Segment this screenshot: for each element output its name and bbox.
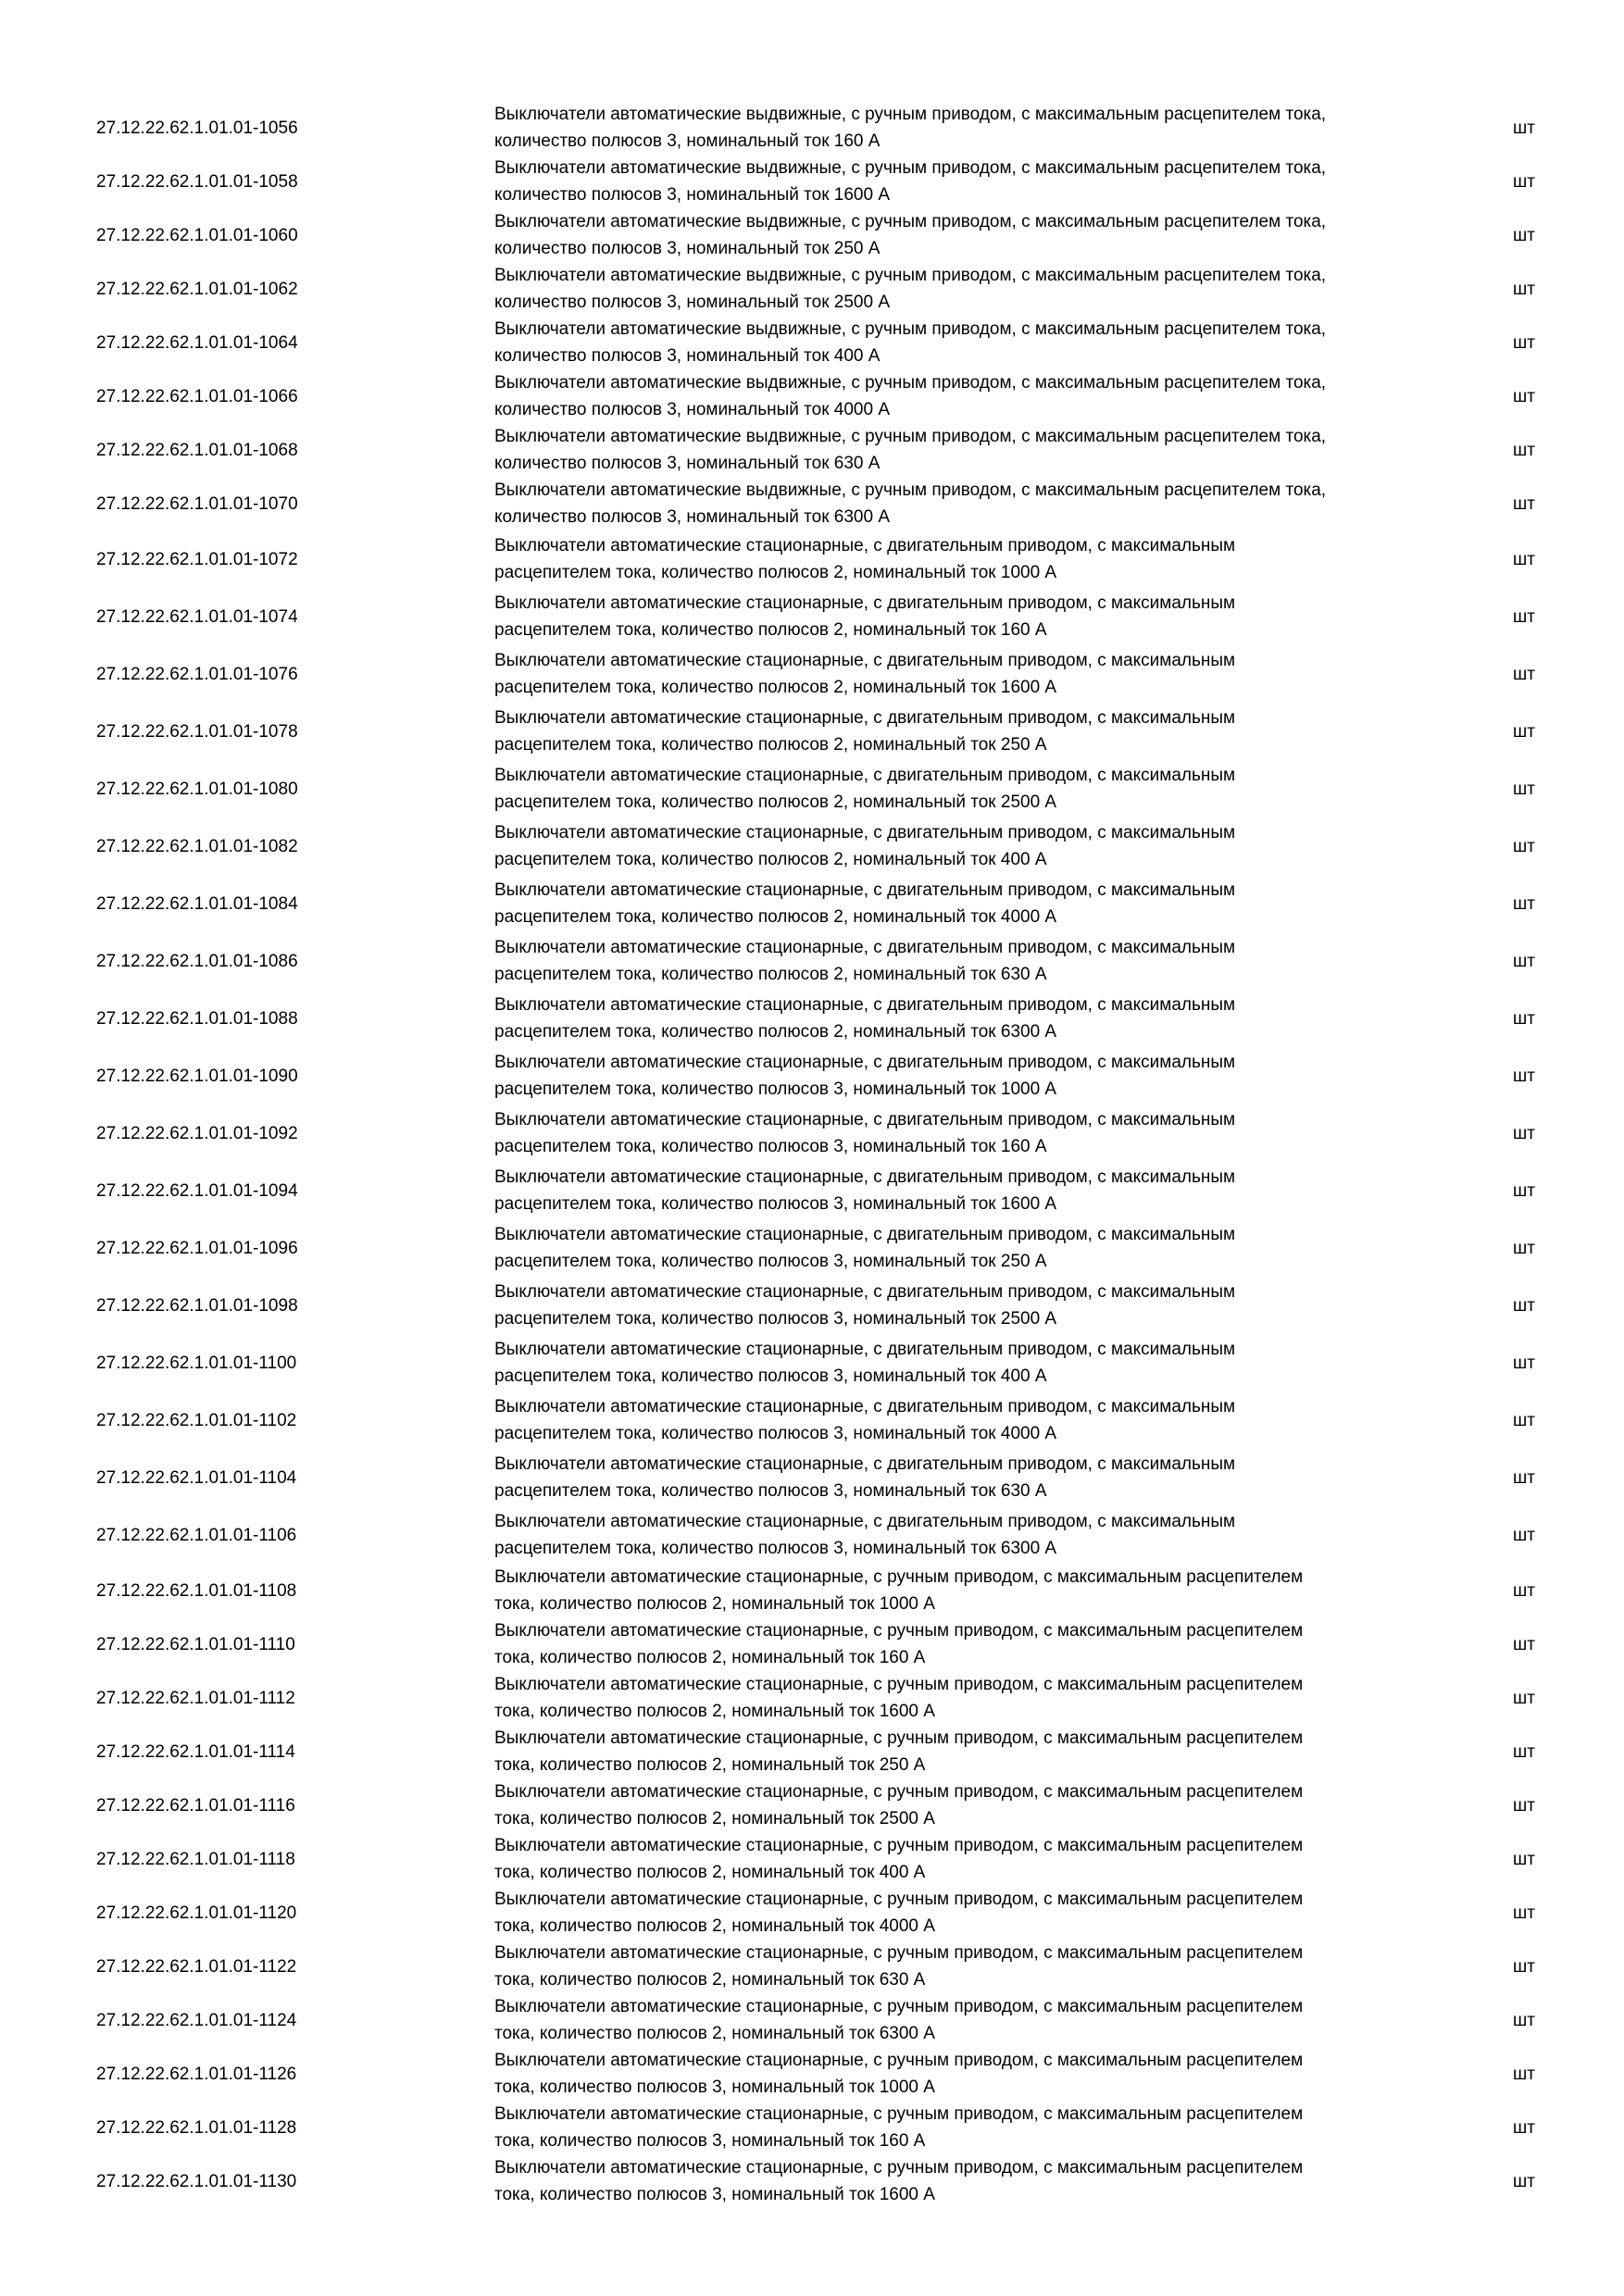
item-description bbox=[494, 423, 1513, 477]
item-code: 27.12.22.62.1.01.01-1130 bbox=[96, 2171, 297, 2191]
description-line-2: расцепителем тока, количество полюсов 3, номинальный ток 2500 А bbox=[494, 1309, 1057, 1329]
item-unit: шт bbox=[1513, 1956, 1535, 1977]
description-line-1: Выключатели автоматические стационарные, с двигательным приводом, с максимальным bbox=[494, 1454, 1236, 1474]
table-row bbox=[96, 1449, 1568, 1506]
table-row bbox=[96, 316, 1568, 369]
table-row bbox=[96, 1886, 1568, 1940]
description-line-1: Выключатели автоматические стационарные, с двигательным приводом, с максимальным bbox=[494, 708, 1236, 728]
table-row bbox=[96, 875, 1568, 932]
item-code: 27.12.22.62.1.01.01-1070 bbox=[96, 493, 298, 514]
description-line-1: Выключатели автоматические выдвижные, с ручным приводом, с максимальным расцепителем тока, bbox=[494, 373, 1327, 393]
item-unit: шт bbox=[1513, 1238, 1535, 1258]
description-line-2: тока, количество полюсов 2, номинальный ток 250 А bbox=[494, 1755, 926, 1775]
description-line-1: Выключатели автоматические стационарные, с двигательным приводом, с максимальным bbox=[494, 1397, 1236, 1416]
table-row bbox=[96, 1617, 1568, 1671]
description-line-1: Выключатели автоматические стационарные, с ручным приводом, с максимальным расцепителем bbox=[494, 1675, 1304, 1694]
description-line-1: Выключатели автоматические стационарные, с двигательным приводом, с максимальным bbox=[494, 1512, 1236, 1531]
item-code: 27.12.22.62.1.01.01-1090 bbox=[96, 1066, 298, 1086]
table-row bbox=[96, 1940, 1568, 1993]
description-line-2: количество полюсов 3, номинальный ток 2500 А bbox=[494, 293, 891, 312]
item-unit: шт bbox=[1513, 1849, 1535, 1869]
item-description bbox=[494, 645, 1513, 703]
table-row bbox=[96, 1334, 1568, 1391]
description-line-2: количество полюсов 3, номинальный ток 630 А bbox=[494, 454, 881, 473]
description-line-1: Выключатели автоматические стационарные, с ручным приводом, с максимальным расцепителем bbox=[494, 1782, 1304, 1802]
item-description bbox=[494, 1993, 1513, 2047]
item-code: 27.12.22.62.1.01.01-1074 bbox=[96, 606, 298, 627]
table-row bbox=[96, 817, 1568, 875]
description-line-2: тока, количество полюсов 2, номинальный ток 2500 А bbox=[494, 1809, 935, 1828]
item-unit: шт bbox=[1513, 1903, 1535, 1923]
item-unit: шт bbox=[1513, 332, 1535, 353]
item-code: 27.12.22.62.1.01.01-1102 bbox=[96, 1410, 297, 1430]
item-unit: шт bbox=[1513, 171, 1535, 192]
item-description bbox=[494, 530, 1513, 588]
item-code: 27.12.22.62.1.01.01-1094 bbox=[96, 1180, 298, 1201]
item-unit: шт bbox=[1513, 1353, 1535, 1373]
table-row bbox=[96, 1778, 1568, 1832]
description-line-2: тока, количество полюсов 2, номинальный ток 630 А bbox=[494, 1970, 926, 1990]
item-unit: шт bbox=[1513, 1634, 1535, 1654]
item-code: 27.12.22.62.1.01.01-1072 bbox=[96, 549, 298, 569]
item-description bbox=[494, 101, 1513, 155]
table-row bbox=[96, 1993, 1568, 2047]
item-unit: шт bbox=[1513, 836, 1535, 856]
item-description bbox=[494, 1391, 1513, 1449]
description-line-1: Выключатели автоматические стационарные, с двигательным приводом, с максимальным bbox=[494, 536, 1236, 555]
item-unit: шт bbox=[1513, 721, 1535, 742]
description-line-2: расцепителем тока, количество полюсов 3, номинальный ток 4000 А bbox=[494, 1424, 1057, 1443]
description-line-2: расцепителем тока, количество полюсов 3, номинальный ток 400 А bbox=[494, 1366, 1047, 1386]
item-description bbox=[494, 2101, 1513, 2154]
item-code: 27.12.22.62.1.01.01-1098 bbox=[96, 1295, 298, 1316]
item-description bbox=[494, 155, 1513, 208]
table-row bbox=[96, 1391, 1568, 1449]
item-code: 27.12.22.62.1.01.01-1118 bbox=[96, 1849, 295, 1869]
item-code: 27.12.22.62.1.01.01-1064 bbox=[96, 332, 298, 353]
item-description bbox=[494, 1506, 1513, 1564]
description-line-1: Выключатели автоматические стационарные, с двигательным приводом, с максимальным bbox=[494, 1282, 1236, 1302]
description-line-1: Выключатели автоматические стационарные, с двигательным приводом, с максимальным bbox=[494, 1053, 1236, 1072]
description-line-2: расцепителем тока, количество полюсов 3, номинальный ток 6300 А bbox=[494, 1539, 1057, 1558]
item-unit: шт bbox=[1513, 1688, 1535, 1708]
item-description bbox=[494, 1617, 1513, 1671]
table-row bbox=[96, 932, 1568, 990]
description-line-2: тока, количество полюсов 3, номинальный ток 160 А bbox=[494, 2131, 926, 2151]
table-row bbox=[96, 1104, 1568, 1162]
item-unit: шт bbox=[1513, 664, 1535, 684]
item-unit: шт bbox=[1513, 440, 1535, 460]
description-line-2: количество полюсов 3, номинальный ток 250 А bbox=[494, 239, 881, 258]
catalog-table bbox=[96, 101, 1568, 2208]
description-line-2: количество полюсов 3, номинальный ток 400 А bbox=[494, 346, 881, 366]
description-line-1: Выключатели автоматические стационарные, с двигательным приводом, с максимальным bbox=[494, 880, 1236, 900]
item-description bbox=[494, 1449, 1513, 1506]
item-code: 27.12.22.62.1.01.01-1088 bbox=[96, 1008, 298, 1029]
description-line-1: Выключатели автоматические стационарные, с ручным приводом, с максимальным расцепителем bbox=[494, 1728, 1304, 1748]
item-description bbox=[494, 2047, 1513, 2101]
item-unit: шт bbox=[1513, 893, 1535, 914]
table-row bbox=[96, 2047, 1568, 2101]
item-description bbox=[494, 588, 1513, 645]
item-code: 27.12.22.62.1.01.01-1116 bbox=[96, 1795, 295, 1816]
item-code: 27.12.22.62.1.01.01-1062 bbox=[96, 279, 298, 299]
item-code: 27.12.22.62.1.01.01-1112 bbox=[96, 1688, 295, 1708]
item-code: 27.12.22.62.1.01.01-1108 bbox=[96, 1580, 297, 1601]
description-line-2: расцепителем тока, количество полюсов 2, номинальный ток 1600 А bbox=[494, 678, 1057, 697]
item-description bbox=[494, 1047, 1513, 1104]
item-unit: шт bbox=[1513, 549, 1535, 569]
description-line-2: расцепителем тока, количество полюсов 2, номинальный ток 400 А bbox=[494, 850, 1047, 869]
table-row bbox=[96, 369, 1568, 423]
item-description bbox=[494, 1886, 1513, 1940]
description-line-2: расцепителем тока, количество полюсов 3, номинальный ток 630 А bbox=[494, 1481, 1047, 1501]
table-row bbox=[96, 477, 1568, 530]
description-line-1: Выключатели автоматические стационарные, с двигательным приводом, с максимальным bbox=[494, 651, 1236, 670]
item-unit: шт bbox=[1513, 2010, 1535, 2030]
item-code: 27.12.22.62.1.01.01-1122 bbox=[96, 1956, 297, 1977]
description-line-2: тока, количество полюсов 2, номинальный ток 400 А bbox=[494, 1863, 926, 1882]
description-line-2: расцепителем тока, количество полюсов 3, номинальный ток 160 А bbox=[494, 1137, 1047, 1156]
description-line-2: расцепителем тока, количество полюсов 3, номинальный ток 1000 А bbox=[494, 1079, 1057, 1099]
description-line-1: Выключатели автоматические стационарные, с ручным приводом, с максимальным расцепителем bbox=[494, 1621, 1304, 1641]
table-row bbox=[96, 2101, 1568, 2154]
table-row bbox=[96, 588, 1568, 645]
item-description bbox=[494, 1832, 1513, 1886]
item-description bbox=[494, 990, 1513, 1047]
description-line-2: тока, количество полюсов 2, номинальный ток 1600 А bbox=[494, 1702, 935, 1721]
item-description bbox=[494, 1778, 1513, 1832]
item-unit: шт bbox=[1513, 2171, 1535, 2191]
description-line-1: Выключатели автоматические выдвижные, с ручным приводом, с максимальным расцепителем тока, bbox=[494, 212, 1327, 231]
item-unit: шт bbox=[1513, 779, 1535, 799]
item-code: 27.12.22.62.1.01.01-1100 bbox=[96, 1353, 297, 1373]
item-description bbox=[494, 477, 1513, 530]
item-unit: шт bbox=[1513, 1410, 1535, 1430]
item-code: 27.12.22.62.1.01.01-1114 bbox=[96, 1741, 295, 1762]
description-line-1: Выключатели автоматические стационарные, с двигательным приводом, с максимальным bbox=[494, 1110, 1236, 1129]
item-description bbox=[494, 1564, 1513, 1617]
table-row bbox=[96, 1832, 1568, 1886]
description-line-2: тока, количество полюсов 2, номинальный ток 160 А bbox=[494, 1648, 926, 1667]
item-unit: шт bbox=[1513, 1741, 1535, 1762]
table-row bbox=[96, 1219, 1568, 1277]
table-row bbox=[96, 703, 1568, 760]
item-code: 27.12.22.62.1.01.01-1086 bbox=[96, 951, 298, 971]
table-row bbox=[96, 990, 1568, 1047]
item-code: 27.12.22.62.1.01.01-1058 bbox=[96, 171, 298, 192]
item-code: 27.12.22.62.1.01.01-1104 bbox=[96, 1467, 297, 1488]
item-description bbox=[494, 1277, 1513, 1334]
description-line-1: Выключатели автоматические стационарные, с ручным приводом, с максимальным расцепителем bbox=[494, 2051, 1304, 2070]
item-description bbox=[494, 932, 1513, 990]
item-description bbox=[494, 1162, 1513, 1219]
item-description bbox=[494, 2154, 1513, 2208]
description-line-1: Выключатели автоматические стационарные, с ручным приводом, с максимальным расцепителем bbox=[494, 2104, 1304, 2124]
description-line-2: тока, количество полюсов 2, номинальный ток 1000 А bbox=[494, 1594, 935, 1614]
item-unit: шт bbox=[1513, 1008, 1535, 1029]
description-line-1: Выключатели автоматические стационарные, с двигательным приводом, с максимальным bbox=[494, 938, 1236, 957]
item-description bbox=[494, 703, 1513, 760]
table-row bbox=[96, 155, 1568, 208]
item-description bbox=[494, 1334, 1513, 1391]
item-description bbox=[494, 760, 1513, 817]
description-line-2: расцепителем тока, количество полюсов 2, номинальный ток 630 А bbox=[494, 965, 1047, 984]
table-row bbox=[96, 2154, 1568, 2208]
item-code: 27.12.22.62.1.01.01-1078 bbox=[96, 721, 298, 742]
item-code: 27.12.22.62.1.01.01-1128 bbox=[96, 2117, 297, 2138]
item-description bbox=[494, 316, 1513, 369]
item-code: 27.12.22.62.1.01.01-1080 bbox=[96, 779, 298, 799]
item-description bbox=[494, 1104, 1513, 1162]
description-line-2: количество полюсов 3, номинальный ток 6300 А bbox=[494, 507, 891, 527]
description-line-2: количество полюсов 3, номинальный ток 1600 А bbox=[494, 185, 891, 205]
table-row bbox=[96, 1047, 1568, 1104]
description-line-2: расцепителем тока, количество полюсов 2, номинальный ток 2500 А bbox=[494, 792, 1057, 812]
item-unit: шт bbox=[1513, 1467, 1535, 1488]
description-line-2: тока, количество полюсов 3, номинальный ток 1000 А bbox=[494, 2078, 935, 2097]
table-row bbox=[96, 208, 1568, 262]
description-line-1: Выключатели автоматические стационарные, с двигательным приводом, с максимальным bbox=[494, 766, 1236, 785]
item-unit: шт bbox=[1513, 1295, 1535, 1316]
item-unit: шт bbox=[1513, 493, 1535, 514]
description-line-1: Выключатели автоматические выдвижные, с ручным приводом, с максимальным расцепителем тока, bbox=[494, 427, 1327, 446]
description-line-1: Выключатели автоматические стационарные, с ручным приводом, с максимальным расцепителем bbox=[494, 1567, 1304, 1587]
description-line-2: тока, количество полюсов 2, номинальный ток 4000 А bbox=[494, 1916, 935, 1936]
item-code: 27.12.22.62.1.01.01-1126 bbox=[96, 2064, 297, 2084]
item-unit: шт bbox=[1513, 2117, 1535, 2138]
item-unit: шт bbox=[1513, 118, 1535, 138]
item-unit: шт bbox=[1513, 279, 1535, 299]
description-line-2: количество полюсов 3, номинальный ток 160 А bbox=[494, 131, 881, 151]
item-code: 27.12.22.62.1.01.01-1082 bbox=[96, 836, 298, 856]
item-unit: шт bbox=[1513, 2064, 1535, 2084]
item-unit: шт bbox=[1513, 386, 1535, 406]
description-line-1: Выключатели автоматические стационарные, с двигательным приводом, с максимальным bbox=[494, 1167, 1236, 1187]
table-row bbox=[96, 101, 1568, 155]
item-description bbox=[494, 262, 1513, 316]
item-code: 27.12.22.62.1.01.01-1110 bbox=[96, 1634, 295, 1654]
item-description bbox=[494, 208, 1513, 262]
description-line-1: Выключатели автоматические выдвижные, с ручным приводом, с максимальным расцепителем тока, bbox=[494, 105, 1327, 124]
catalog-table-body bbox=[96, 101, 1568, 2208]
table-row bbox=[96, 530, 1568, 588]
table-row bbox=[96, 645, 1568, 703]
item-code: 27.12.22.62.1.01.01-1056 bbox=[96, 118, 298, 138]
item-unit: шт bbox=[1513, 225, 1535, 245]
item-unit: шт bbox=[1513, 1795, 1535, 1816]
description-line-1: Выключатели автоматические стационарные, с ручным приводом, с максимальным расцепителем bbox=[494, 2158, 1304, 2177]
item-description bbox=[494, 369, 1513, 423]
description-line-1: Выключатели автоматические стационарные, с двигательным приводом, с максимальным bbox=[494, 1225, 1236, 1244]
table-row bbox=[96, 1725, 1568, 1778]
description-line-2: расцепителем тока, количество полюсов 2, номинальный ток 6300 А bbox=[494, 1022, 1057, 1042]
description-line-2: тока, количество полюсов 3, номинальный ток 1600 А bbox=[494, 2185, 935, 2204]
item-description bbox=[494, 875, 1513, 932]
description-line-1: Выключатели автоматические выдвижные, с ручным приводом, с максимальным расцепителем тока, bbox=[494, 266, 1327, 285]
description-line-2: расцепителем тока, количество полюсов 3, номинальный ток 250 А bbox=[494, 1252, 1047, 1271]
table-row bbox=[96, 760, 1568, 817]
item-code: 27.12.22.62.1.01.01-1084 bbox=[96, 893, 298, 914]
description-line-1: Выключатели автоматические выдвижные, с ручным приводом, с максимальным расцепителем тока, bbox=[494, 158, 1327, 178]
item-code: 27.12.22.62.1.01.01-1060 bbox=[96, 225, 298, 245]
description-line-2: расцепителем тока, количество полюсов 2, номинальный ток 4000 А bbox=[494, 907, 1057, 927]
table-row bbox=[96, 1506, 1568, 1564]
description-line-2: расцепителем тока, количество полюсов 2, номинальный ток 160 А bbox=[494, 620, 1047, 640]
table-row bbox=[96, 423, 1568, 477]
table-row bbox=[96, 262, 1568, 316]
item-unit: шт bbox=[1513, 1123, 1535, 1143]
item-code: 27.12.22.62.1.01.01-1124 bbox=[96, 2010, 297, 2030]
description-line-1: Выключатели автоматические выдвижные, с ручным приводом, с максимальным расцепителем тока, bbox=[494, 480, 1327, 500]
item-unit: шт bbox=[1513, 951, 1535, 971]
item-code: 27.12.22.62.1.01.01-1092 bbox=[96, 1123, 298, 1143]
description-line-1: Выключатели автоматические стационарные, с двигательным приводом, с максимальным bbox=[494, 1340, 1236, 1359]
table-row bbox=[96, 1277, 1568, 1334]
description-line-2: количество полюсов 3, номинальный ток 4000 А bbox=[494, 400, 891, 419]
item-description bbox=[494, 1671, 1513, 1725]
table-row bbox=[96, 1671, 1568, 1725]
item-code: 27.12.22.62.1.01.01-1096 bbox=[96, 1238, 298, 1258]
description-line-1: Выключатели автоматические стационарные, с ручным приводом, с максимальным расцепителем bbox=[494, 1943, 1304, 1963]
item-unit: шт bbox=[1513, 606, 1535, 627]
description-line-1: Выключатели автоматические стационарные, с ручным приводом, с максимальным расцепителем bbox=[494, 1890, 1304, 1909]
item-unit: шт bbox=[1513, 1525, 1535, 1545]
description-line-1: Выключатели автоматические стационарные, с ручным приводом, с максимальным расцепителем bbox=[494, 1997, 1304, 2016]
item-code: 27.12.22.62.1.01.01-1120 bbox=[96, 1903, 297, 1923]
table-row bbox=[96, 1162, 1568, 1219]
item-description bbox=[494, 817, 1513, 875]
item-unit: шт bbox=[1513, 1180, 1535, 1201]
item-code: 27.12.22.62.1.01.01-1076 bbox=[96, 664, 298, 684]
item-code: 27.12.22.62.1.01.01-1068 bbox=[96, 440, 298, 460]
item-code: 27.12.22.62.1.01.01-1106 bbox=[96, 1525, 297, 1545]
description-line-2: расцепителем тока, количество полюсов 3, номинальный ток 1600 А bbox=[494, 1194, 1057, 1214]
item-code: 27.12.22.62.1.01.01-1066 bbox=[96, 386, 298, 406]
description-line-1: Выключатели автоматические стационарные, с двигательным приводом, с максимальным bbox=[494, 995, 1236, 1015]
description-line-1: Выключатели автоматические стационарные, с ручным приводом, с максимальным расцепителем bbox=[494, 1836, 1304, 1855]
description-line-2: расцепителем тока, количество полюсов 2, номинальный ток 250 А bbox=[494, 735, 1047, 755]
description-line-2: расцепителем тока, количество полюсов 2, номинальный ток 1000 А bbox=[494, 563, 1057, 582]
description-line-1: Выключатели автоматические стационарные, с двигательным приводом, с максимальным bbox=[494, 823, 1236, 842]
item-unit: шт bbox=[1513, 1066, 1535, 1086]
item-description bbox=[494, 1940, 1513, 1993]
description-line-2: тока, количество полюсов 2, номинальный ток 6300 А bbox=[494, 2024, 935, 2043]
item-unit: шт bbox=[1513, 1580, 1535, 1601]
description-line-1: Выключатели автоматические выдвижные, с ручным приводом, с максимальным расцепителем тока, bbox=[494, 319, 1327, 339]
description-line-1: Выключатели автоматические стационарные, с двигательным приводом, с максимальным bbox=[494, 593, 1236, 613]
item-description bbox=[494, 1725, 1513, 1778]
table-row bbox=[96, 1564, 1568, 1617]
item-description bbox=[494, 1219, 1513, 1277]
